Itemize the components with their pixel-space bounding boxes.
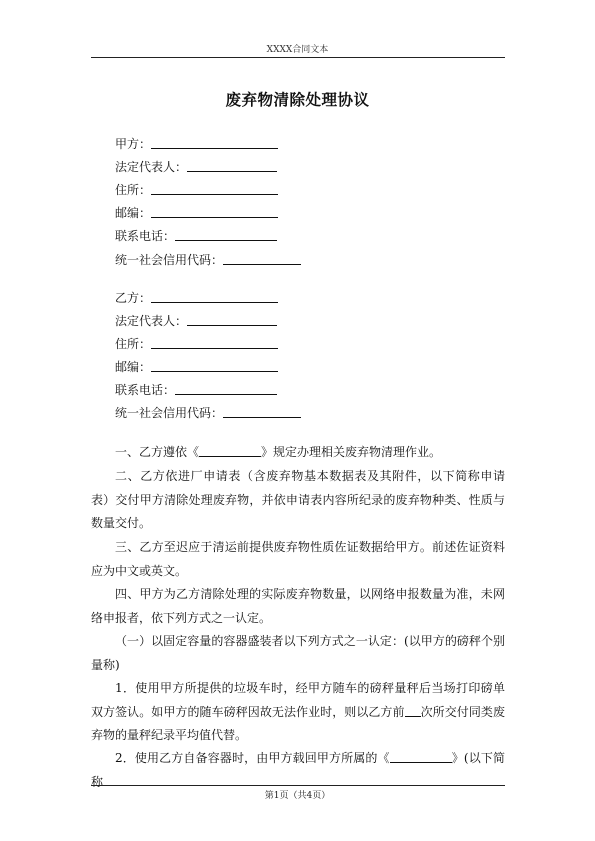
blank-line — [187, 313, 277, 326]
running-header: XXXX合同文本 — [266, 45, 329, 55]
field-label: 乙方： — [115, 291, 152, 305]
party-a-phone-field — [115, 228, 277, 244]
blank-line — [223, 405, 301, 418]
party-b-credit-code-field — [115, 405, 301, 421]
party-a-name-field — [115, 136, 278, 152]
clause-4-1-2-text-b: 》(以下简称 — [91, 751, 505, 789]
blank-line — [175, 382, 277, 395]
clause-4-1-2 — [91, 747, 505, 794]
party-a-legal-rep-field — [115, 159, 277, 175]
field-label: 住所： — [115, 183, 152, 197]
clause-1-text-a: 一、乙方遵依《 — [115, 445, 200, 459]
field-label: 邮编： — [115, 360, 152, 374]
clause-4: 四、甲方为乙方清除处理的实际废弃物数量，以网络申报数量为准，未网络申报者，依下列方式之一认定。 — [91, 587, 505, 625]
blank-line — [151, 136, 278, 149]
blank-line — [405, 704, 421, 717]
field-label: 法定代表人： — [115, 160, 188, 174]
field-label: 统一社会信用代码： — [115, 253, 224, 267]
blank-line — [151, 182, 278, 195]
document-title: 废弃物清除处理协议 — [225, 91, 370, 109]
page-number: 第1页（共4页） — [264, 791, 331, 801]
blank-line — [151, 336, 278, 349]
field-label: 甲方： — [115, 137, 152, 151]
field-label: 住所： — [115, 337, 152, 351]
party-b-legal-rep-field — [115, 313, 277, 329]
blank-line — [151, 290, 278, 303]
blank-line — [151, 359, 278, 372]
party-b-postcode-field — [115, 359, 278, 375]
blank-line — [151, 205, 278, 218]
clause-3: 三、乙方至迟应于清运前提供废弃物性质佐证数据给甲方。前述佐证资料应为中文或英文。 — [91, 540, 505, 578]
clause-4-1-1 — [91, 677, 505, 748]
clause-1-text-b: 》规定办理相关废弃物清理作业。 — [261, 445, 442, 459]
field-label: 联系电话： — [115, 383, 176, 397]
field-label: 联系电话： — [115, 229, 176, 243]
party-a-credit-code-field — [115, 252, 301, 268]
party-a-address-field — [115, 182, 278, 198]
party-a-postcode-field — [115, 205, 278, 221]
party-b-name-field — [115, 290, 278, 306]
clause-4-1-1-text-a: 1．使用甲方所提供的垃圾车时，经甲方随车的磅秤量秤后当场打印磅单双方签认。如甲方的随车磅秤因故无法作业时，则以乙方前 — [91, 681, 505, 719]
party-b-address-field — [115, 336, 278, 352]
footer-rule — [91, 785, 505, 786]
blank-line — [187, 159, 277, 172]
clause-1 — [91, 441, 505, 465]
blank-line — [199, 444, 261, 457]
field-label: 邮编： — [115, 206, 152, 220]
party-b-phone-field — [115, 382, 277, 398]
clause-4-1-2-text-a: 2．使用乙方自备容器时，由甲方载回甲方所属的《 — [115, 751, 390, 765]
field-label: 法定代表人： — [115, 314, 188, 328]
blank-line — [223, 252, 301, 265]
clause-4-1-1-text-b: 次所交付同类废弃物的量秤纪录平均值代替。 — [91, 704, 505, 742]
blank-line — [390, 750, 452, 763]
field-label: 统一社会信用代码： — [115, 406, 224, 420]
blank-line — [175, 228, 277, 241]
clause-4-1: （一）以固定容量的容器盛装者以下列方式之一认定：(以甲方的磅秤个别量称) — [91, 634, 505, 672]
header-rule — [91, 57, 505, 58]
clause-2: 二、乙方依进厂申请表（含废弃物基本数据表及其附件，以下简称申请表）交付甲方清除处理废弃物，并依申请表内容所纪录的废弃物种类、性质与数量交付。 — [91, 469, 505, 530]
